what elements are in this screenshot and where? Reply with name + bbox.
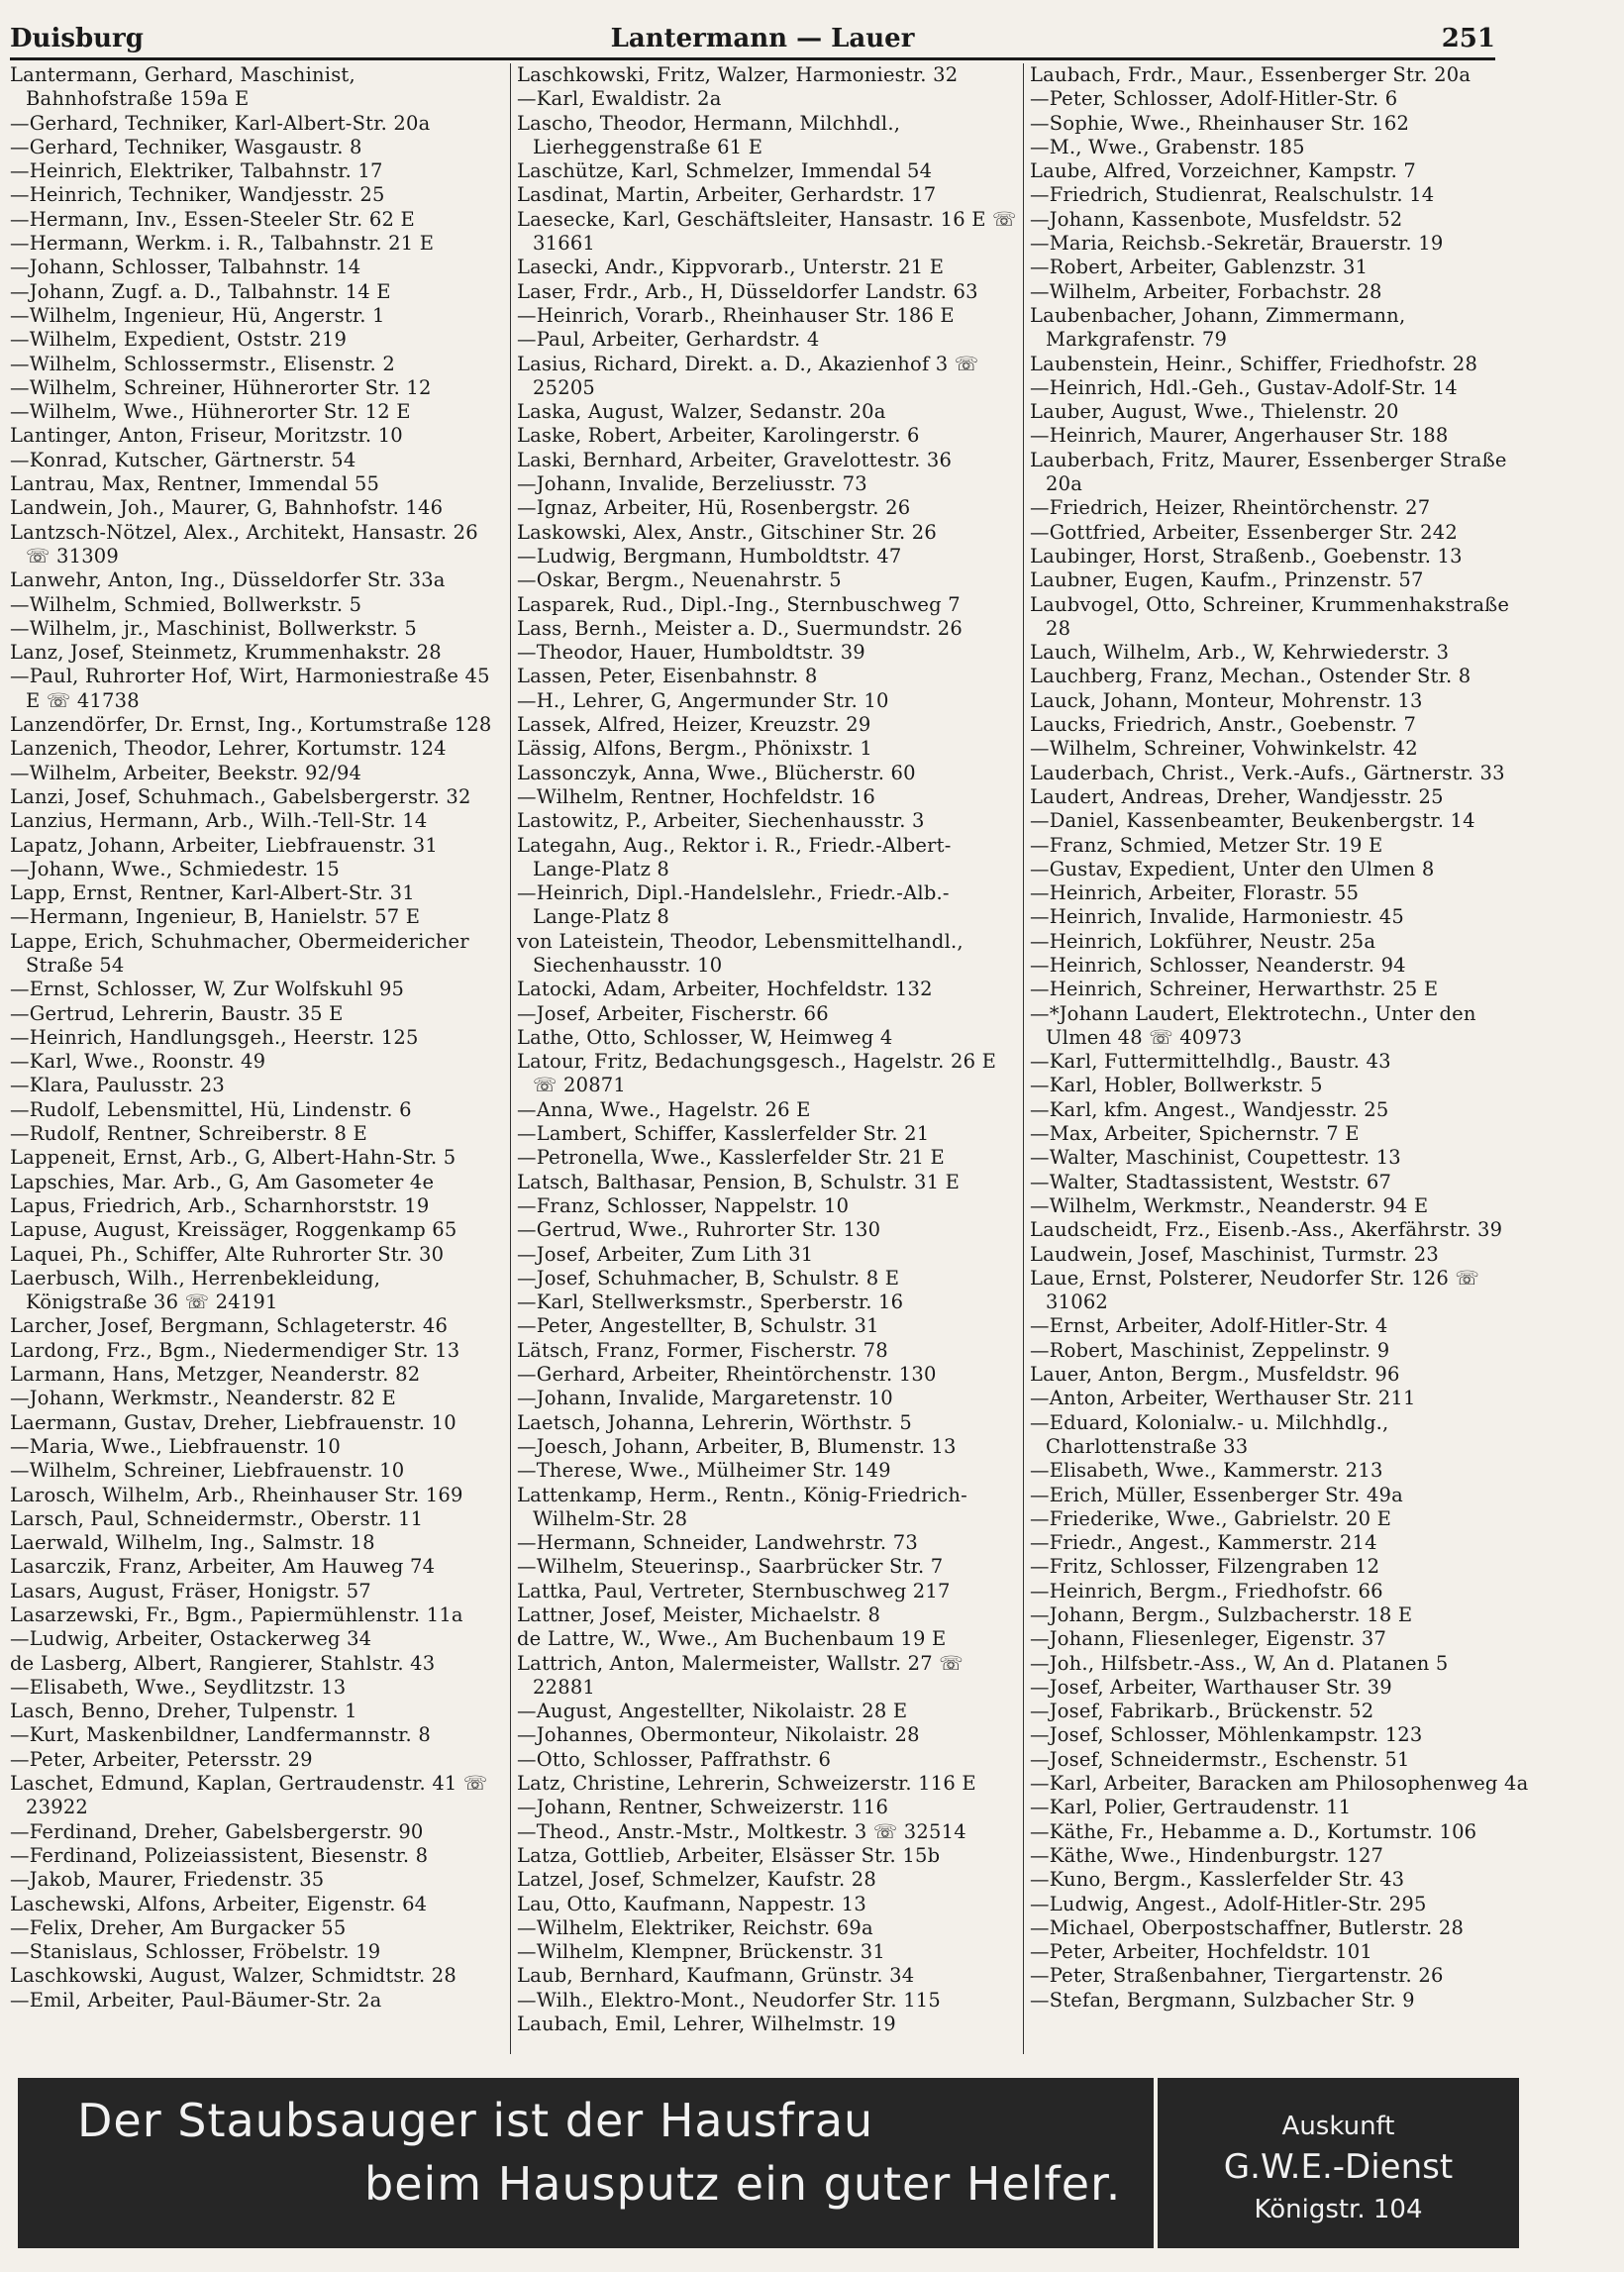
directory-entry: —Johann, Kassenbote, Musfeldstr. 52 [1030, 207, 1403, 231]
directory-entry: Laermann, Gustav, Dreher, Liebfrauenstr. 10 [10, 1410, 457, 1434]
directory-entry: —Karl, Hobler, Bollwerkstr. 5 [1030, 1074, 1323, 1097]
directory-entry: —Heinrich, Bergm., Friedhofstr. 66 [1030, 1579, 1383, 1602]
directory-entry: Larmann, Hans, Metzger, Neanderstr. 82 [10, 1363, 421, 1387]
directory-entry: —Josef, Schlosser, Möhlenkampstr. 123 [1030, 1723, 1423, 1747]
directory-entry: —Elisabeth, Wwe., Kammerstr. 213 [1030, 1459, 1383, 1483]
directory-entry: Lappe, Erich, Schuhmacher, Obermeidericher Straße 54 [10, 929, 469, 977]
directory-entry: —Heinrich, Invalide, Harmoniestr. 45 [1030, 905, 1405, 929]
directory-entry: —Ernst, Schlosser, W, Zur Wolfskuhl 95 [10, 978, 405, 1001]
directory-entry: Laube, Alfred, Vorzeichner, Kampstr. 7 [1030, 159, 1416, 183]
directory-entry: —Paul, Arbeiter, Gerhardstr. 4 [517, 328, 820, 352]
directory-entry: —Wilhelm, Schreiner, Liebfrauenstr. 10 [10, 1459, 405, 1483]
directory-entry: Lattner, Josef, Meister, Michaelstr. 8 [517, 1603, 881, 1626]
directory-entry: —Heinrich, Schreiner, Herwarthstr. 25 E [1030, 978, 1439, 1001]
directory-entry: —Johann, Invalide, Margaretenstr. 10 [517, 1387, 893, 1410]
directory-entry: —Karl, Stellwerksmstr., Sperberstr. 16 [517, 1291, 904, 1314]
directory-entry: Lauch, Wilhelm, Arb., W, Kehrwiederstr. 3 [1030, 641, 1450, 665]
directory-entry: —Otto, Schlosser, Paffrathstr. 6 [517, 1747, 832, 1771]
directory-entry: —Walter, Stadtassistent, Weststr. 67 [1030, 1170, 1392, 1193]
directory-entry: —Johann, Schlosser, Talbahnstr. 14 [10, 256, 361, 279]
directory-entry: —Karl, Arbeiter, Baracken am Philosophenweg 4a [1030, 1772, 1529, 1796]
directory-entry: Lasecki, Andr., Kippvorarb., Unterstr. 21 E [517, 256, 945, 279]
directory-entry: —Peter, Schlosser, Adolf-Hitler-Str. 6 [1030, 87, 1398, 111]
column-1 [10, 63, 505, 2054]
directory-entry: Laubach, Emil, Lehrer, Wilhelmstr. 19 [517, 2013, 896, 2036]
directory-entry: Lattrich, Anton, Malermeister, Wallstr. 27 ☏ 22881 [517, 1651, 964, 1699]
directory-entry: Lau, Otto, Kaufmann, Nappestr. 13 [517, 1892, 866, 1915]
directory-entry: —*Johann Laudert, Elektrotechn., Unter den Ulmen 48 ☏ 40973 [1030, 1001, 1476, 1049]
directory-entry: —Sophie, Wwe., Rheinhauser Str. 162 [1030, 111, 1410, 135]
directory-entry: Latza, Gottlieb, Arbeiter, Elsässer Str. 15b [517, 1843, 941, 1867]
directory-entry: Lardong, Frz., Bgm., Niedermendiger Str. 13 [10, 1338, 460, 1362]
directory-entry: —Johann, Fliesenleger, Eigenstr. 37 [1030, 1627, 1387, 1651]
directory-entry: Laerbusch, Wilh., Herrenbekleidung, Königstraße 36 ☏ 24191 [10, 1266, 381, 1314]
directory-entry: —Peter, Arbeiter, Petersstr. 29 [10, 1747, 313, 1771]
directory-entry: —Gottfried, Arbeiter, Essenberger Str. 242 [1030, 520, 1458, 544]
directory-entry: —Anton, Arbeiter, Werthauser Str. 211 [1030, 1387, 1416, 1410]
directory-entry: —Anna, Wwe., Hagelstr. 26 E [517, 1097, 811, 1121]
directory-entry: —Ignaz, Arbeiter, Hü, Rosenbergstr. 26 [517, 496, 911, 520]
directory-entry: —Peter, Arbeiter, Hochfeldstr. 101 [1030, 1940, 1372, 1964]
directory-entry: Lantzsch-Nötzel, Alex., Architekt, Hansastr. 26 ☏ 31309 [10, 520, 478, 568]
ad-line-2: beim Hausputz ein guter Helfer. [364, 2157, 1122, 2211]
directory-entry: —Ernst, Arbeiter, Adolf-Hitler-Str. 4 [1030, 1314, 1388, 1338]
directory-entry: Lauer, Anton, Bergm., Musfeldstr. 96 [1030, 1363, 1400, 1387]
directory-entry: —Karl, Wwe., Roonstr. 49 [10, 1050, 266, 1074]
directory-entry: —Josef, Schneidermstr., Eschenstr. 51 [1030, 1747, 1410, 1771]
directory-entry: —Rudolf, Lebensmittel, Hü, Lindenstr. 6 [10, 1097, 412, 1121]
directory-entry: Lasius, Richard, Direkt. a. D., Akazienhof 3 ☏ 25205 [517, 352, 979, 399]
directory-entry: —Michael, Oberpostschaffner, Butlerstr. 28 [1030, 1915, 1465, 1939]
directory-entry: Lasars, August, Fräser, Honigstr. 57 [10, 1579, 371, 1602]
directory-entry: —Oskar, Bergm., Neuenahrstr. 5 [517, 568, 842, 592]
page-header [10, 18, 1495, 60]
directory-entry: —Wilhelm, jr., Maschinist, Bollwerkstr. 5 [10, 616, 418, 640]
directory-entry: —Heinrich, Schlosser, Neanderstr. 94 [1030, 953, 1406, 977]
directory-entry: Lätsch, Franz, Former, Fischerstr. 78 [517, 1338, 888, 1362]
directory-entry: —Heinrich, Maurer, Angerhauser Str. 188 [1030, 424, 1449, 448]
directory-entry: —Daniel, Kassenbeamter, Beukenbergstr. 14 [1030, 809, 1475, 833]
directory-entry: Landwein, Joh., Maurer, G, Bahnhofstr. 146 [10, 496, 444, 520]
column-2 [517, 63, 1017, 2054]
directory-entry: —Heinrich, Elektriker, Talbahnstr. 17 [10, 159, 383, 183]
directory-entry: —Felix, Dreher, Am Burgacker 55 [10, 1915, 347, 1939]
directory-entry: —Josef, Arbeiter, Warthauser Str. 39 [1030, 1675, 1392, 1699]
directory-entry: —Ferdinand, Polizeiassistent, Biesenstr. 8 [10, 1843, 429, 1867]
directory-entry: Lapschies, Mar. Arb., G, Am Gasometer 4e [10, 1170, 435, 1193]
directory-entry: —Heinrich, Handlungsgeh., Heerstr. 125 [10, 1025, 419, 1049]
directory-entry: Lathe, Otto, Schlosser, W, Heimweg 4 [517, 1025, 893, 1049]
directory-entry: —Lambert, Schiffer, Kasslerfelder Str. 21 [517, 1122, 930, 1146]
directory-entry: —Wilh., Elektro-Mont., Neudorfer Str. 115 [517, 1988, 942, 2012]
directory-entry: —Joesch, Johann, Arbeiter, B, Blumenstr. 13 [517, 1434, 957, 1458]
directory-entry: —Erich, Müller, Essenberger Str. 49a [1030, 1483, 1403, 1506]
directory-entry: —Heinrich, Hdl.-Geh., Gustav-Adolf-Str. 14 [1030, 375, 1458, 399]
directory-entry: —Petronella, Wwe., Kasslerfelder Str. 21 E [517, 1146, 945, 1170]
directory-entry: —Klara, Paulusstr. 23 [10, 1074, 225, 1097]
directory-entry: —Fritz, Schlosser, Filzengraben 12 [1030, 1555, 1380, 1579]
directory-entry: Larsch, Paul, Schneidermstr., Oberstr. 11 [10, 1506, 424, 1530]
directory-entry: —Rudolf, Rentner, Schreiberstr. 8 E [10, 1122, 367, 1146]
directory-entry: Laetsch, Johanna, Lehrerin, Wörthstr. 5 [517, 1410, 912, 1434]
directory-entry: Lanzenich, Theodor, Lehrer, Kortumstr. 124 [10, 737, 447, 761]
directory-entry: —Wilhelm, Arbeiter, Forbachstr. 28 [1030, 279, 1382, 303]
directory-entry: —Hermann, Ingenieur, B, Hanielstr. 57 E [10, 905, 421, 929]
directory-entry: —Johannes, Obermonteur, Nikolaistr. 28 [517, 1723, 920, 1747]
directory-entry: Laubenstein, Heinr., Schiffer, Friedhofstr. 28 [1030, 352, 1478, 375]
directory-entry: Laser, Frdr., Arb., H, Düsseldorfer Landstr. 63 [517, 279, 978, 303]
column-3 [1030, 63, 1535, 2054]
directory-entry: Laudert, Andreas, Dreher, Wandjesstr. 25 [1030, 784, 1444, 808]
directory-entry: Laski, Bernhard, Arbeiter, Gravelottestr. 36 [517, 448, 953, 471]
directory-entry: —Theodor, Hauer, Humboldtstr. 39 [517, 641, 865, 665]
directory-entry: Laesecke, Karl, Geschäftsleiter, Hansastr. 16 E ☏ 31661 [517, 207, 1017, 256]
directory-entry: —Wilhelm, Steuerinsp., Saarbrücker Str. 7 [517, 1555, 944, 1579]
directory-entry: —Heinrich, Techniker, Wandjesstr. 25 [10, 183, 385, 207]
directory-entry: Laucks, Friedrich, Anstr., Goebenstr. 7 [1030, 713, 1417, 737]
directory-entry: Lascho, Theodor, Hermann, Milchhdl., Lierheggenstraße 61 E [517, 111, 901, 158]
directory-entry: Lasdinat, Martin, Arbeiter, Gerhardstr. 17 [517, 183, 937, 207]
directory-entry: —Joh., Hilfsbetr.-Ass., W, An d. Platanen 5 [1030, 1651, 1449, 1675]
directory-entry: de Lattre, W., Wwe., Am Buchenbaum 19 E [517, 1627, 947, 1651]
directory-entry: Lapuse, August, Kreissäger, Roggenkamp 65 [10, 1218, 457, 1242]
directory-entry: —Karl, Ewaldistr. 2a [517, 87, 722, 111]
directory-entry: —Karl, kfm. Angest., Wandjesstr. 25 [1030, 1097, 1389, 1121]
directory-entry: —Heinrich, Vorarb., Rheinhauser Str. 186 E [517, 303, 955, 327]
directory-entry: —Heinrich, Dipl.-Handelslehr., Friedr.-Alb.-Lange-Platz 8 [517, 881, 950, 929]
directory-entry: Larosch, Wilhelm, Arb., Rheinhauser Str. 169 [10, 1483, 463, 1506]
directory-entry: —Friederike, Wwe., Gabrielstr. 20 E [1030, 1506, 1392, 1530]
directory-entry: Laubvogel, Otto, Schreiner, Krummenhakstraße 28 [1030, 592, 1510, 640]
directory-entry: —Robert, Maschinist, Zeppelinstr. 9 [1030, 1338, 1390, 1362]
directory-entry: Lässig, Alfons, Bergm., Phönixstr. 1 [517, 737, 872, 761]
directory-entry: —Johann, Bergm., Sulzbacherstr. 18 E [1030, 1603, 1413, 1626]
directory-entry: Lanzi, Josef, Schuhmach., Gabelsbergerstr. 32 [10, 784, 471, 808]
directory-entry: —Kurt, Maskenbildner, Landfermannstr. 8 [10, 1723, 431, 1747]
directory-entry: —Therese, Wwe., Mülheimer Str. 149 [517, 1459, 891, 1483]
directory-entry: —Gustav, Expedient, Unter den Ulmen 8 [1030, 857, 1435, 880]
directory-entry: Lattenkamp, Herm., Rentn., König-Friedrich-Wilhelm-Str. 28 [517, 1483, 967, 1530]
directory-entry: —Josef, Arbeiter, Fischerstr. 66 [517, 1001, 829, 1025]
directory-entry: —Gerhard, Techniker, Wasgaustr. 8 [10, 135, 362, 158]
directory-entry: —Käthe, Fr., Hebamme a. D., Kortumstr. 106 [1030, 1819, 1477, 1843]
directory-entry: Latocki, Adam, Arbeiter, Hochfeldstr. 132 [517, 978, 933, 1001]
ad-service-name: G.W.E.-Dienst [1223, 2147, 1454, 2187]
directory-entry: —Peter, Angestellter, B, Schulstr. 31 [517, 1314, 879, 1338]
directory-entry: Lantrau, Max, Rentner, Immendal 55 [10, 472, 380, 496]
directory-entry: —Karl, Futtermittelhdlg., Baustr. 43 [1030, 1050, 1391, 1074]
directory-entry: —Paul, Ruhrorter Hof, Wirt, Harmoniestraße 45 E ☏ 41738 [10, 665, 490, 712]
directory-entry: Laske, Robert, Arbeiter, Karolingerstr. 6 [517, 424, 920, 448]
directory-entry: Lauber, August, Wwe., Thielenstr. 20 [1030, 400, 1399, 424]
directory-entry: Lauberbach, Fritz, Maurer, Essenberger Straße 20a [1030, 448, 1507, 496]
directory-entry: —Wilhelm, Schmied, Bollwerkstr. 5 [10, 592, 362, 616]
city-name: Duisburg [10, 24, 144, 53]
directory-entry: Lapp, Ernst, Rentner, Karl-Albert-Str. 31 [10, 881, 415, 905]
ad-line-1: Der Staubsauger ist der Hausfrau [77, 2094, 874, 2147]
directory-entry: Lauck, Johann, Monteur, Mohrenstr. 13 [1030, 688, 1423, 712]
directory-entry: Lauchberg, Franz, Mechan., Ostender Str. 8 [1030, 665, 1472, 688]
directory-entry: —Elisabeth, Wwe., Seydlitzstr. 13 [10, 1675, 347, 1699]
directory-entry: —Gertrud, Wwe., Ruhrorter Str. 130 [517, 1218, 881, 1242]
directory-entry: —Johann, Werkmstr., Neanderstr. 82 E [10, 1387, 396, 1410]
directory-entry: —Friedr., Angest., Kammerstr. 214 [1030, 1531, 1377, 1555]
directory-entry: —Wilhelm, Elektriker, Reichstr. 69a [517, 1915, 873, 1939]
directory-entry: —Peter, Straßenbahner, Tiergartenstr. 26 [1030, 1964, 1444, 1988]
directory-entry: Laska, August, Walzer, Sedanstr. 20a [517, 400, 886, 424]
directory-entry: Laudwein, Josef, Maschinist, Turmstr. 23 [1030, 1242, 1440, 1266]
directory-entry: —Gertrud, Lehrerin, Baustr. 35 E [10, 1001, 344, 1025]
directory-entry: —Franz, Schlosser, Nappelstr. 10 [517, 1193, 850, 1217]
directory-entry: —H., Lehrer, G, Angermunder Str. 10 [517, 688, 889, 712]
directory-entry: —Hermann, Inv., Essen-Steeler Str. 62 E [10, 207, 415, 231]
directory-entry: —Stefan, Bergmann, Sulzbacher Str. 9 [1030, 1988, 1415, 2012]
directory-entry: Lassonczyk, Anna, Wwe., Blücherstr. 60 [517, 761, 916, 784]
directory-entry: Laschütze, Karl, Schmelzer, Immendal 54 [517, 159, 933, 183]
directory-entry: Laubner, Eugen, Kaufm., Prinzenstr. 57 [1030, 568, 1424, 592]
directory-entry: —Wilhelm, Klempner, Brückenstr. 31 [517, 1940, 885, 1964]
directory-entry: Lasch, Benno, Dreher, Tulpenstr. 1 [10, 1700, 357, 1723]
directory-entry: —Ludwig, Angest., Adolf-Hitler-Str. 295 [1030, 1892, 1427, 1915]
directory-entry: —Gerhard, Arbeiter, Rheintörchenstr. 130 [517, 1363, 937, 1387]
directory-entry: Laubinger, Horst, Straßenb., Goebenstr. 13 [1030, 544, 1463, 568]
directory-entry: Lasarzewski, Fr., Bgm., Papiermühlenstr. 11a [10, 1603, 463, 1626]
directory-entry: —Friedrich, Heizer, Rheintörchenstr. 27 [1030, 496, 1431, 520]
directory-entry: —Walter, Maschinist, Coupettestr. 13 [1030, 1146, 1401, 1170]
directory-entry: —Hermann, Werkm. i. R., Talbahnstr. 21 E [10, 232, 435, 256]
directory-entry: —August, Angestellter, Nikolaistr. 28 E [517, 1700, 908, 1723]
directory-entry: Lappeneit, Ernst, Arb., G, Albert-Hahn-Str. 5 [10, 1146, 457, 1170]
directory-entry: Lanzendörfer, Dr. Ernst, Ing., Kortumstraße 128 [10, 713, 492, 737]
directory-entry: Laschet, Edmund, Kaplan, Gertraudenstr. 41 ☏ 23922 [10, 1772, 488, 1819]
directory-entry: —Johann, Invalide, Berzeliusstr. 73 [517, 472, 867, 496]
directory-entry: Lapatz, Johann, Arbeiter, Liebfrauenstr. 31 [10, 833, 438, 857]
directory-columns [10, 63, 1535, 2054]
directory-entry: Lassek, Alfred, Heizer, Kreuzstr. 29 [517, 713, 871, 737]
directory-entry: Lauderbach, Christ., Verk.-Aufs., Gärtnerstr. 33 [1030, 761, 1505, 784]
directory-entry: Lattka, Paul, Vertreter, Sternbuschweg 217 [517, 1579, 951, 1602]
directory-entry: —Hermann, Schneider, Landwehrstr. 73 [517, 1531, 918, 1555]
directory-entry: —Josef, Arbeiter, Zum Lith 31 [517, 1242, 814, 1266]
page-number: 251 [1441, 24, 1495, 53]
directory-entry: Lanz, Josef, Steinmetz, Krummenhakstr. 28 [10, 641, 442, 665]
name-range: Lantermann — Lauer [610, 24, 915, 53]
directory-entry: Laubach, Frdr., Maur., Essenberger Str. 20a [1030, 63, 1472, 86]
directory-entry: Latour, Fritz, Bedachungsgesch., Hagelstr. 26 E ☏ 20871 [517, 1050, 997, 1097]
directory-entry: de Lasberg, Albert, Rangierer, Stahlstr. 43 [10, 1651, 436, 1675]
ad-address: Königstr. 104 [1254, 2195, 1423, 2224]
directory-entry: —Kuno, Bergm., Kasslerfelder Str. 43 [1030, 1868, 1405, 1892]
directory-entry: Laskowski, Alex, Anstr., Gitschiner Str. 26 [517, 520, 937, 544]
directory-entry: Lapus, Friedrich, Arb., Scharnhorststr. 19 [10, 1193, 430, 1217]
directory-entry: —Robert, Arbeiter, Gablenzstr. 31 [1030, 256, 1369, 279]
directory-entry: —Josef, Fabrikarb., Brückenstr. 52 [1030, 1700, 1374, 1723]
directory-entry: Laubenbacher, Johann, Zimmermann, Markgrafenstr. 79 [1030, 303, 1406, 352]
directory-entry: Latsch, Balthasar, Pension, B, Schulstr. 31 E [517, 1170, 961, 1193]
directory-entry: —Franz, Schmied, Metzer Str. 19 E [1030, 833, 1383, 857]
directory-entry: —Wilhelm, Wwe., Hühnerorter Str. 12 E [10, 400, 411, 424]
directory-entry: —Wilhelm, Schlossermstr., Elisenstr. 2 [10, 352, 395, 375]
directory-entry: —Friedrich, Studienrat, Realschulstr. 14 [1030, 183, 1435, 207]
directory-entry: —Josef, Schuhmacher, B, Schulstr. 8 E [517, 1266, 900, 1290]
directory-entry: —Ludwig, Bergmann, Humboldtstr. 47 [517, 544, 902, 568]
directory-entry: von Lateistein, Theodor, Lebensmittelhandl., Siechenhausstr. 10 [517, 929, 964, 977]
directory-entry: Laub, Bernhard, Kaufmann, Grünstr. 34 [517, 1964, 915, 1988]
ad-info-label: Auskunft [1281, 2112, 1395, 2141]
directory-entry: —Wilhelm, Rentner, Hochfeldstr. 16 [517, 784, 875, 808]
directory-entry: —Maria, Reichsb.-Sekretär, Brauerstr. 19 [1030, 232, 1444, 256]
directory-entry: —Wilhelm, Expedient, Oststr. 219 [10, 328, 348, 352]
directory-entry: —Gerhard, Techniker, Karl-Albert-Str. 20a [10, 111, 431, 135]
directory-entry: —Wilhelm, Ingenieur, Hü, Angerstr. 1 [10, 303, 385, 327]
directory-entry: Lantinger, Anton, Friseur, Moritzstr. 10 [10, 424, 403, 448]
directory-entry: —Wilhelm, Arbeiter, Beekstr. 92/94 [10, 761, 362, 784]
directory-entry: Laerwald, Wilhelm, Ing., Salmstr. 18 [10, 1531, 375, 1555]
directory-entry: Lasparek, Rud., Dipl.-Ing., Sternbuschweg 7 [517, 592, 961, 616]
directory-entry: —Emil, Arbeiter, Paul-Bäumer-Str. 2a [10, 1988, 382, 2012]
directory-entry: —Johann, Wwe., Schmiedestr. 15 [10, 857, 340, 880]
directory-entry: —Ferdinand, Dreher, Gabelsbergerstr. 90 [10, 1819, 424, 1843]
directory-entry: Lategahn, Aug., Rektor i. R., Friedr.-Albert-Lange-Platz 8 [517, 833, 952, 880]
directory-entry: Lasarczik, Franz, Arbeiter, Am Hauweg 74 [10, 1555, 436, 1579]
directory-entry: —Eduard, Kolonialw.- u. Milchhdlg., Charlottenstraße 33 [1030, 1410, 1389, 1458]
directory-entry: —Stanislaus, Schlosser, Fröbelstr. 19 [10, 1940, 381, 1964]
directory-entry: —Wilhelm, Schreiner, Vohwinkelstr. 42 [1030, 737, 1418, 761]
directory-entry: Latzel, Josef, Schmelzer, Kaufstr. 28 [517, 1868, 876, 1892]
directory-entry: Lastowitz, P., Arbeiter, Siechenhausstr. 3 [517, 809, 925, 833]
column-divider [510, 63, 511, 2054]
directory-entry: —Konrad, Kutscher, Gärtnerstr. 54 [10, 448, 356, 471]
directory-entry: Laschkowski, Fritz, Walzer, Harmoniestr. 32 [517, 63, 959, 86]
directory-entry: —Johann, Zugf. a. D., Talbahnstr. 14 E [10, 279, 391, 303]
directory-entry: —Wilhelm, Schreiner, Hühnerorter Str. 12 [10, 375, 432, 399]
directory-entry: Laquei, Ph., Schiffer, Alte Ruhrorter Str. 30 [10, 1242, 445, 1266]
directory-entry: Laschewski, Alfons, Arbeiter, Eigenstr. 64 [10, 1892, 428, 1915]
directory-entry: —Heinrich, Lokführer, Neustr. 25a [1030, 929, 1376, 953]
directory-entry: —Theod., Anstr.-Mstr., Moltkestr. 3 ☏ 32514 [517, 1819, 966, 1843]
directory-entry: Laue, Ernst, Polsterer, Neudorfer Str. 126 ☏ 31062 [1030, 1266, 1479, 1314]
directory-entry: —Karl, Polier, Gertraudenstr. 11 [1030, 1796, 1352, 1819]
advertisement [18, 2078, 1519, 2248]
directory-entry: Latz, Christine, Lehrerin, Schweizerstr. 116 E [517, 1772, 976, 1796]
directory-entry: —Max, Arbeiter, Spichernstr. 7 E [1030, 1122, 1360, 1146]
directory-entry: —M., Wwe., Grabenstr. 185 [1030, 135, 1305, 158]
directory-entry: Laudscheidt, Frz., Eisenb.-Ass., Akerfährstr. 39 [1030, 1218, 1503, 1242]
directory-entry: —Wilhelm, Werkmstr., Neanderstr. 94 E [1030, 1193, 1429, 1217]
directory-entry: Lanwehr, Anton, Ing., Düsseldorfer Str. 33a [10, 568, 446, 592]
directory-entry: —Johann, Rentner, Schweizerstr. 116 [517, 1796, 889, 1819]
directory-entry: Lass, Bernh., Meister a. D., Suermundstr. 26 [517, 616, 963, 640]
directory-entry: —Jakob, Maurer, Friedenstr. 35 [10, 1868, 325, 1892]
directory-entry: —Käthe, Wwe., Hindenburgstr. 127 [1030, 1843, 1384, 1867]
directory-entry: Lassen, Peter, Eisenbahnstr. 8 [517, 665, 818, 688]
directory-entry: Larcher, Josef, Bergmann, Schlageterstr. 46 [10, 1314, 449, 1338]
directory-entry: Lantermann, Gerhard, Maschinist, Bahnhofstraße 159a E [10, 63, 355, 111]
directory-entry: —Maria, Wwe., Liebfrauenstr. 10 [10, 1434, 342, 1458]
directory-entry: —Ludwig, Arbeiter, Ostackerweg 34 [10, 1627, 372, 1651]
column-divider [1023, 63, 1024, 2054]
directory-entry: Lanzius, Hermann, Arb., Wilh.-Tell-Str. 14 [10, 809, 428, 833]
directory-entry: —Heinrich, Arbeiter, Florastr. 55 [1030, 881, 1360, 905]
directory-entry: Laschkowski, August, Walzer, Schmidtstr. 28 [10, 1964, 457, 1988]
